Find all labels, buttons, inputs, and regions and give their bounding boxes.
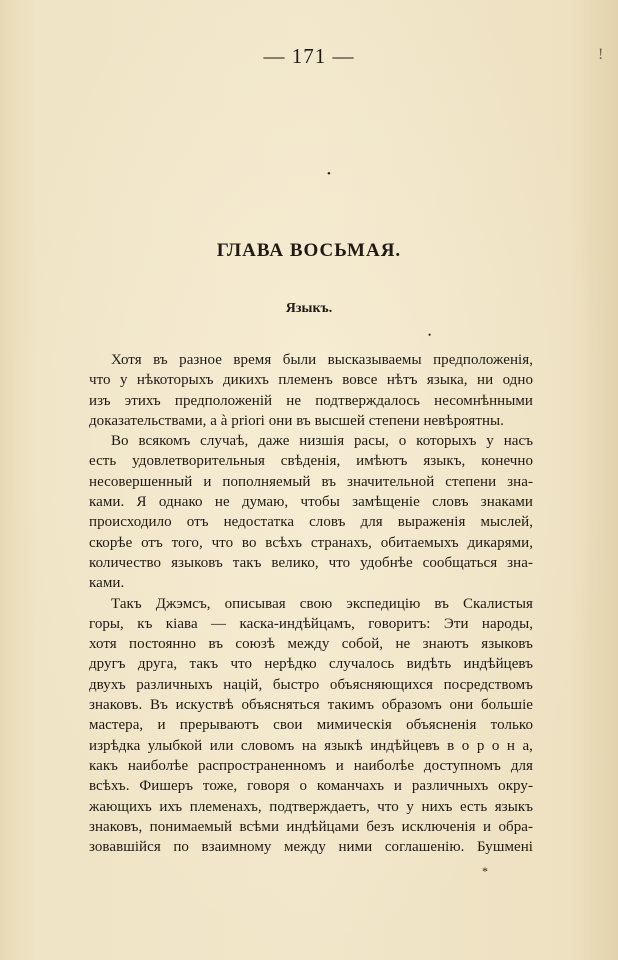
text-line: скорѣе отъ того, что во всѣхъ странахъ, обитаемыхъ дикарями,: [89, 534, 533, 551]
text-line: изрѣдка улыбкой или словомъ на языкѣ индѣйцевъ в о р о н а,: [89, 737, 533, 754]
text-line: изъ этихъ предположеній не подтверждалось несомнѣнными: [89, 392, 533, 409]
text-line: всѣхъ. Фишеръ тоже, говоря о команчахъ и различныхъ окру-: [89, 778, 533, 795]
text-line: зовавшійся по взаимному между ними соглашенію. Бушмені: [89, 839, 533, 856]
text-line: хотя постоянно въ союзѣ между собой, не знаютъ языковъ: [89, 636, 533, 653]
text-line: двухъ различныхъ націй, быстро объясняющихся посредствомъ: [89, 676, 533, 693]
text-line: горы, къ кіава — каска-индѣйцамъ, говоритъ: Эти народы,: [89, 615, 533, 632]
text-line: происходило отъ недостатка словъ для выраженія мыслей,: [89, 514, 533, 531]
text-line: жающихъ ихъ племенахъ, подтверждаетъ, что у нихъ есть языкъ: [89, 798, 533, 815]
text-line: Во всякомъ случаѣ, даже низшія расы, о которыхъ у насъ: [111, 433, 533, 450]
ornament-dot: •: [327, 168, 331, 180]
text-line: количество языковъ такъ велико, что удобнѣе сообщаться зна-: [89, 554, 533, 571]
section-subtitle: Языкъ.: [285, 301, 333, 316]
text-line: Такъ Джэмсъ, описывая свою экспедицію въ Скалистыя: [111, 595, 533, 612]
text-line: несовершенный и пополняемый въ значительной степени зна-: [89, 473, 533, 490]
text-line: знаковъ. Въ искуствѣ объясняться такимъ образомъ они большіе: [89, 697, 533, 714]
text-line: что у нѣкоторыхъ дикихъ племенъ вовсе нѣтъ языка, ни одно: [89, 372, 533, 389]
text-line: какъ наиболѣе распространенномъ и наиболѣе доступномъ для: [89, 757, 533, 774]
text-line: доказательствами, а à priori они въ высшей степени невѣроятны.: [89, 412, 504, 429]
text-line: ками.: [89, 575, 125, 592]
ornament-dot: •: [428, 330, 432, 340]
body-text: [89, 350, 533, 857]
footnote-mark: *: [482, 864, 488, 878]
text-line: есть удовлетворительныя свѣденія, имѣютъ языкъ, конечно: [89, 453, 533, 470]
text-line: мастера, и прерываютъ свои мимическія объясненія только: [89, 717, 533, 734]
page-number: — 171 —: [263, 44, 355, 68]
chapter-title: ГЛАВА ВОСЬМАЯ.: [216, 240, 402, 261]
text-line: знаковъ, понимаемый всѣми индѣйцами безъ исключенія и обра-: [89, 818, 533, 835]
margin-mark: !: [598, 46, 604, 63]
text-line: другъ друга, такъ что нерѣдко случалось видѣть индѣйцевъ: [89, 656, 533, 673]
text-line: ками. Я однако не думаю, чтобы замѣщеніе словъ знаками: [89, 494, 533, 511]
text-line: Хотя въ разное время были высказываемы предположенія,: [111, 352, 533, 368]
